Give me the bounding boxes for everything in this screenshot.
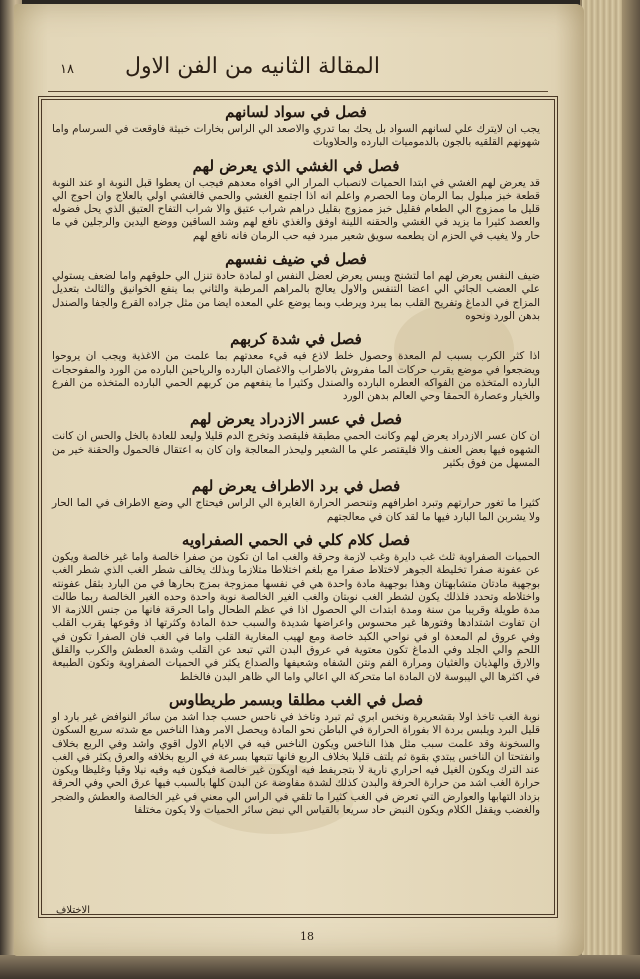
section-bilious-fever — [46, 528, 546, 684]
folio-number: 18 — [300, 930, 314, 943]
section-text: نوبة الغب تاخذ اولا بقشعريرة ونخس ابري ثم تبرد وتاخذ في ناحس حسب جدا اشد من سائر النوافض غير بارد او قليل البرد ويلبس بردة الا بفوراة الحرارة في الباطن نحو المادة ويحصل الامر وهذا الناخس مع شدته سريع السكون والسخونة وقد علمت سبب مثل هذا الناخس ويكون الناخس فيه في الايام الاول اقوي واشد وفي الربع بخلاف وانفتحتا ان الناخس يبتدي بقوة ثم يلتف قليلا بخلاف الربع فانها تتبعها بسرعة في الربع بخلافه والعرق يكثر في الغب عند الترك ويكون الغيل فيه احراري نارية لا بتجريفط فيه اويكون غير خالصة فيكون فيه وفيه نيلا وقيا وغليظا ويكون حرارة الغب اشد من حرارة الحرفة والبدن كذلك لشدة مفاوضة عن البدن كلها بالسبب فيها عرق الحي وفي الحرقة بزداد التهابها والعوارض التي تعرض في الغب كثيرا ما تلقي في الراس الي معني في غير الخالصة والعطش والضجر والغضب ويقفل الكلام ويكون النبض حاد سريعا بالقياس الي نبض سائر الحميات ولا يكون مختلفا — [52, 710, 540, 816]
section-text: ان كان عسر الازدراد يعرض لهم وكانت الحمي مطبقة فليقصد وتخرج الدم قليلا وليعد للعادة بالخل والحس ان كانت الشهوه فيها بعض العنف والا فليقتصر علي ما الشعير وليحذر المعالجة وان كان به اعتقال فالحمول والحقنة خير من المسهل من فوق بكثير — [52, 430, 540, 470]
section-text: الحميات الصفراوية ثلث غب دايرة وغب لازمة وحرقة والغب اما ان تكون من صفرا خالصة واما غير خالصة ويكون عن عفونة صفرا تخليطة الجوهر لاختلاط صفرا مع بلغم اختلاطا متلازما وبذلك يخالف شطر الغب الذي شطر الغب بوجهية مادتان متشابهتان وهذا بوجهية مادة واحدة هي في نفسها ممزوجة بمزج بحارها في من البارد بثقل عفونته واختلاطه وتحدد فلذلك يكون لشطر الغب نوبتان والغب الغير الخالصة نوبة واحدة وحده الغير الخالصة ربما طالت مدة طويلة وقريبا من سنة ومدة ابتدات الي الحصول اذا في عظم الطحال واما الحرقة فانها من جنس اللازمة الا ان تفاوت اشتدادها وفتورها غير محسوس واعراضها شديدة والسبب حدة المادة وكثرتها اذ وقوعها يقرب القلب وفي عروق لم المعدة او في نواحي الكبد خاصة ومع لهيب المغارية القلب واما في الغب فان الصفرا تكون في اللحم والي الجلد وفي الدماغ تكون معتوية في عروق البدن التي تبعد عن القلب وشدة العطش والكرب والقلق والارق والهذيان والغثيان ومرارة الفم ونتن الشفاه وشعيفها والصداع يكثر في الحميات الصفراوية وتكون الطبيعة في اكثرها الي اليبوسة لان المادة اما متحركة الي اعالي واما الي ظاهر البدن فالخلط — [52, 550, 540, 683]
section-text: كثيرا ما تغور حرارتهم وتبرد اطرافهم وتنحصر الحرارة الغايرة الي الراس فيحتاج الي وضع الاطراف في الما الحار ولا يشربن الما البارد فيها ما لقد كان في معالجتهم — [52, 497, 540, 523]
section-heading: فصل في شدة كربهم — [230, 330, 362, 349]
section-heading: فصل في الغب مطلقا وبسمر طريطاوس — [168, 690, 424, 709]
section-black-tongue — [46, 100, 546, 150]
section-tertian-fever — [46, 688, 546, 817]
header-rule — [48, 91, 548, 92]
text-column — [46, 100, 546, 817]
page-number: ١٨ — [60, 62, 74, 77]
section-heading: فصل في سواد لسانهم — [225, 103, 367, 121]
section-heading: فصل في عسر الازدراد يعرض لهم — [190, 410, 402, 429]
section-text: قد يعرض لهم الغشي في ابتدا الحميات لانصباب المرار الي افواه معدهم فيجب ان يعطوا قبل النوبة او عند النوبة قطعة خبز مبلول بما الرمان وما الحصرم واعلم انه اذا اجتمع الغشي والحمي فالغشي اولي بالعلاج وان احوج الي قليل ما ممزوج الي الطعام فقليل خبز ممزوج بقليل دراهم شراب عتيق والا شراب التفاح العتيق الذي يحل فضوله والعصد كثيرا ما يزيد في الغشي والحقنه اللينة اوفق والغذي نافع لهم وشد الساقين ووضع اليدين والرجلين في ما حار ولا يغيب في الحزم ان يطعمه سويق شعير مبرد فيه حب الرمان فانه نافع لهم — [52, 176, 540, 242]
section-heading: فصل في الغشي الذي يعرض لهم — [192, 156, 400, 175]
running-header — [60, 50, 510, 94]
desk-background-bottom — [0, 955, 640, 979]
section-heading: فصل في ضيف نفسهم — [225, 250, 367, 269]
section-distress — [46, 327, 546, 403]
section-cold-limbs — [46, 474, 546, 524]
book-page-edges — [580, 0, 640, 979]
section-text: اذا كثر الكرب بسبب لم المعدة وحصول خلط لاذع فيه قيء معدتهم بما علمت من الاغذية ويجب ان يروحوا ويضجعوا في موضع يقرب حركات الما مفروش بالاطراب والاغصان البارده والرياحين البارده من الورد والمفوحجات البارده المتخذه من الفواكه العطره البارده والصندل وكثيرا ما ينفعهم من كربهم الحمي البارده المتخذه من الفرع والخيار وعصارة الحمقا وحي العالم بدهن الورد — [52, 350, 540, 403]
catchword: الاختلاف — [56, 905, 91, 916]
section-heading: فصل كلام كلي في الحمي الصفراويه — [181, 530, 411, 549]
section-text: يجب ان لايترك علي لسانهم السواد بل يحك بما تدري والاصعد الي الراس بخارات خبيثة فاوقعت في السرسام واما شهونهم القلقيه بالجون بالدموميات البارده والحلاويات — [52, 123, 540, 149]
page-title: المقالة الثانيه من الفن الاول — [124, 54, 380, 79]
section-swallowing — [46, 407, 546, 470]
section-fainting — [46, 154, 546, 243]
section-text: ضيف النفس يعرض لهم اما لتشنج ويبس يعرض لعضل النفس او لمادة حادة تنزل الي حلوقهم واما لضعف يستولي علي العضب الجائي الي اعضا التنفس والاول يعالج بالمراهم المرطبة والثاني بما ينفع الخوانيق والثالث بتعديل المزاج في الدماغ وتفريح القلب بما يبرد ويرطب وبما يوضع علي المعده ايضا من مثل جراده القرع والجفا والصندل بدهن الورد ونحوه — [52, 270, 540, 322]
section-breath — [46, 247, 546, 323]
section-heading: فصل في برد الاطراف يعرض لهم — [191, 477, 401, 496]
